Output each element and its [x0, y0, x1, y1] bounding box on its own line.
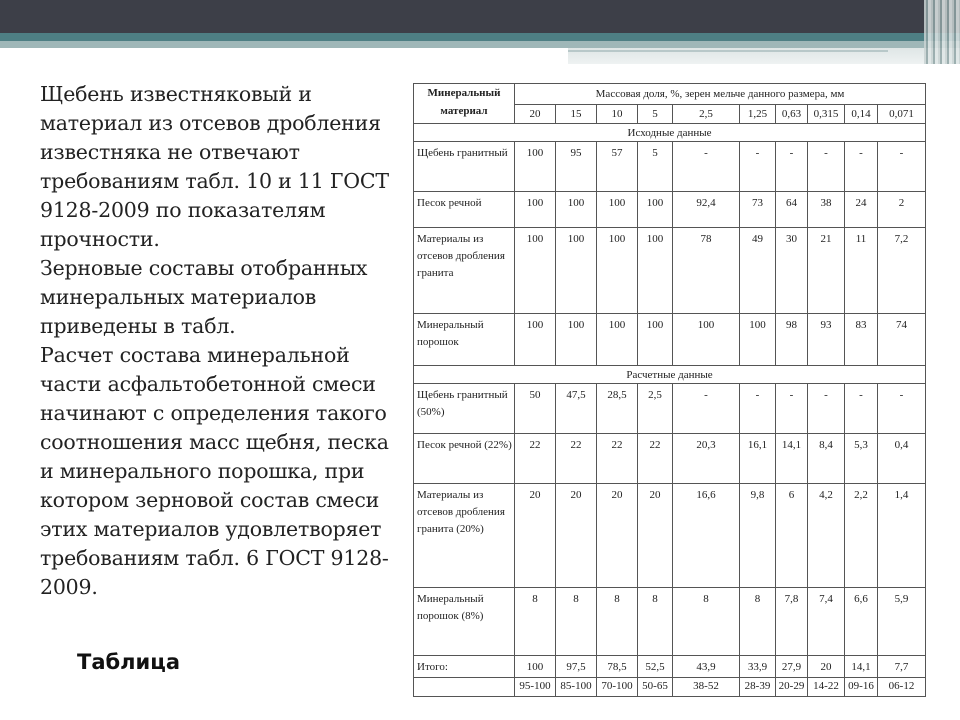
cell-value: 5	[638, 142, 673, 192]
cell-value: 100	[638, 314, 673, 366]
cell-value: 100	[597, 192, 638, 228]
cell-value: 7,7	[878, 656, 926, 678]
cell-value: 11	[845, 228, 878, 314]
cell-value: 52,5	[638, 656, 673, 678]
cell-value: -	[878, 142, 926, 192]
table-row	[414, 142, 926, 192]
slide-header-band	[0, 33, 960, 41]
cell-value: 20	[515, 484, 556, 588]
cell-value: 14,1	[776, 434, 808, 484]
table-row	[414, 484, 926, 588]
cell-value: 100	[515, 228, 556, 314]
cell-value: -	[776, 384, 808, 434]
cell-value: 83	[845, 314, 878, 366]
row-material-name: Щебень гранитный	[414, 142, 515, 192]
cell-value: 98	[776, 314, 808, 366]
header-size-9: 0,071	[878, 105, 926, 124]
cell-value: 2,5	[638, 384, 673, 434]
paragraph-grain-composition: Зерновые составы отобранных минеральных материалов приведены в табл.	[40, 256, 368, 338]
cell-value: 20	[597, 484, 638, 588]
empty-cell	[414, 678, 515, 697]
table-row	[414, 192, 926, 228]
cell-value: 20,3	[673, 434, 740, 484]
row-material-name: Песок речной (22%)	[414, 434, 515, 484]
section-source-data: Исходные данные	[414, 124, 926, 142]
header-mass-fraction: Массовая доля, %, зерен мельче данного размера, мм	[515, 84, 926, 105]
cell-value: 78	[673, 228, 740, 314]
cell-value: 100	[515, 656, 556, 678]
cell-value: 30	[776, 228, 808, 314]
cell-value: 8	[638, 588, 673, 656]
cell-value: -	[845, 384, 878, 434]
slide-header-accent	[568, 48, 960, 64]
cell-value: 8,4	[808, 434, 845, 484]
cell-value: 100	[556, 192, 597, 228]
cell-value: 7,2	[878, 228, 926, 314]
cell-range: 38-52	[673, 678, 740, 697]
cell-value: 22	[597, 434, 638, 484]
cell-value: -	[878, 384, 926, 434]
cell-value: 100	[638, 192, 673, 228]
cell-value: 74	[878, 314, 926, 366]
cell-value: 78,5	[597, 656, 638, 678]
table-row-ranges	[414, 678, 926, 697]
cell-value: -	[776, 142, 808, 192]
header-size-8: 0,14	[845, 105, 878, 124]
cell-value: 2,2	[845, 484, 878, 588]
table-row	[414, 588, 926, 656]
cell-value: -	[740, 384, 776, 434]
cell-value: 38	[808, 192, 845, 228]
cell-range: 06-12	[878, 678, 926, 697]
row-material-name: Итого:	[414, 656, 515, 678]
cell-value: 43,9	[673, 656, 740, 678]
cell-value: 16,6	[673, 484, 740, 588]
row-material-name: Минеральный порошок	[414, 314, 515, 366]
cell-value: 47,5	[556, 384, 597, 434]
cell-value: 2	[878, 192, 926, 228]
cell-value: 27,9	[776, 656, 808, 678]
cell-value: 21	[808, 228, 845, 314]
cell-value: -	[808, 384, 845, 434]
cell-value: 100	[515, 314, 556, 366]
cell-value: 6	[776, 484, 808, 588]
table-row	[414, 434, 926, 484]
cell-value: 24	[845, 192, 878, 228]
cell-value: 73	[740, 192, 776, 228]
cell-value: 0,4	[878, 434, 926, 484]
slide-header-stripes	[924, 0, 960, 64]
cell-value: -	[740, 142, 776, 192]
row-material-name: Материалы из отсевов дробления гранита (20%)	[414, 484, 515, 588]
cell-value: 92,4	[673, 192, 740, 228]
cell-range: 50-65	[638, 678, 673, 697]
cell-value: 5,9	[878, 588, 926, 656]
cell-value: 8	[515, 588, 556, 656]
cell-value: -	[673, 142, 740, 192]
header-size-7: 0,315	[808, 105, 845, 124]
cell-value: 100	[597, 228, 638, 314]
cell-value: 100	[556, 314, 597, 366]
cell-value: -	[673, 384, 740, 434]
cell-value: 95	[556, 142, 597, 192]
header-material: Минеральный материал	[414, 84, 515, 124]
cell-value: 5,3	[845, 434, 878, 484]
cell-value: 97,5	[556, 656, 597, 678]
cell-value: 8	[673, 588, 740, 656]
cell-value: 7,8	[776, 588, 808, 656]
cell-value: 33,9	[740, 656, 776, 678]
cell-range: 14-22	[808, 678, 845, 697]
cell-value: 16,1	[740, 434, 776, 484]
cell-value: 49	[740, 228, 776, 314]
cell-range: 09-16	[845, 678, 878, 697]
cell-value: 50	[515, 384, 556, 434]
header-size-5: 1,25	[740, 105, 776, 124]
cell-value: 100	[597, 314, 638, 366]
cell-value: 100	[515, 192, 556, 228]
cell-value: 6,6	[845, 588, 878, 656]
cell-value: 20	[638, 484, 673, 588]
cell-value: 22	[638, 434, 673, 484]
table-row-total	[414, 656, 926, 678]
cell-value: 20	[556, 484, 597, 588]
cell-range: 85-100	[556, 678, 597, 697]
cell-value: 22	[515, 434, 556, 484]
cell-value: 4,2	[808, 484, 845, 588]
cell-value: 100	[515, 142, 556, 192]
cell-value: 100	[556, 228, 597, 314]
header-size-6: 0,63	[776, 105, 808, 124]
cell-value: 7,4	[808, 588, 845, 656]
cell-value: 100	[740, 314, 776, 366]
cell-value: -	[845, 142, 878, 192]
header-size-0: 20	[515, 105, 556, 124]
cell-value: 8	[740, 588, 776, 656]
cell-value: 100	[638, 228, 673, 314]
cell-range: 20-29	[776, 678, 808, 697]
cell-range: 28-39	[740, 678, 776, 697]
cell-value: 20	[808, 656, 845, 678]
section-calculated-data: Расчетные данные	[414, 366, 926, 384]
header-size-1: 15	[556, 105, 597, 124]
cell-value: 9,8	[740, 484, 776, 588]
cell-value: 64	[776, 192, 808, 228]
cell-value: 8	[597, 588, 638, 656]
cell-value: 28,5	[597, 384, 638, 434]
cell-value: 8	[556, 588, 597, 656]
paragraph-strength: Щебень известняковый и материал из отсевов дробления известняка не отвечают требованиям табл. 10 и 11 ГОСТ 9128-2009 по показателям прочности.	[40, 82, 389, 251]
cell-value: 14,1	[845, 656, 878, 678]
cell-range: 95-100	[515, 678, 556, 697]
row-material-name: Песок речной	[414, 192, 515, 228]
cell-value: 100	[673, 314, 740, 366]
paragraph-calculation: Расчет состава минеральной части асфальтобетонной смеси начинают с определения такого соотношения масс щебня, песка и минерального порошка, при котором зерновой состав смеси этих материалов удовлетворяет требованиям табл. 6 ГОСТ 9128- 2009.	[40, 343, 389, 599]
cell-value: 93	[808, 314, 845, 366]
header-size-2: 10	[597, 105, 638, 124]
cell-value: 57	[597, 142, 638, 192]
row-material-name: Щебень гранитный (50%)	[414, 384, 515, 434]
cell-range: 70-100	[597, 678, 638, 697]
table-row	[414, 314, 926, 366]
slide-header-band-light	[0, 41, 960, 48]
header-size-4: 2,5	[673, 105, 740, 124]
row-material-name: Минеральный порошок (8%)	[414, 588, 515, 656]
grain-composition-table	[413, 83, 925, 703]
cell-value: 1,4	[878, 484, 926, 588]
row-material-name: Материалы из отсевов дробления гранита	[414, 228, 515, 314]
slide-header-bar	[0, 0, 960, 33]
header-size-3: 5	[638, 105, 673, 124]
slide-body-text	[40, 80, 412, 602]
table-row	[414, 228, 926, 314]
table-row	[414, 384, 926, 434]
cell-value: -	[808, 142, 845, 192]
table-caption: Таблица	[77, 650, 180, 674]
cell-value: 22	[556, 434, 597, 484]
